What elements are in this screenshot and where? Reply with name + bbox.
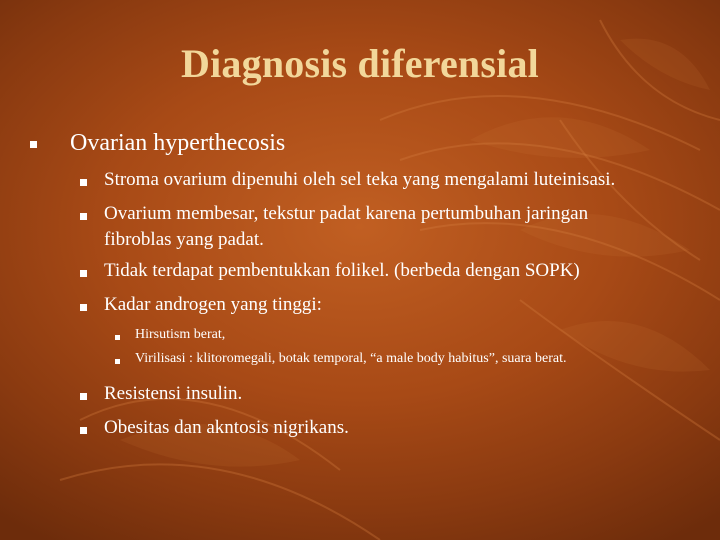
bullet-text-level1: Ovarian hyperthecosis	[70, 130, 286, 156]
bullet-square	[80, 393, 87, 400]
bullet-square	[80, 270, 87, 277]
bullet-text-continuation: fibroblas yang padat.	[104, 229, 264, 250]
bullet-text: Ovarium membesar, tekstur padat karena pertumbuhan jaringan	[104, 203, 589, 224]
bullet-square	[115, 359, 120, 364]
bullet-square	[80, 304, 87, 311]
slide-title: Diagnosis diferensial	[181, 41, 539, 86]
bullet-square	[30, 141, 37, 148]
sub-bullet-text: Virilisasi : klitoromegali, botak temporal, “a male body habitus”, suara berat.	[135, 351, 567, 366]
bullet-square	[115, 335, 120, 340]
bullet-text: Kadar androgen yang tinggi:	[104, 294, 322, 315]
bullet-text: Stroma ovarium dipenuhi oleh sel teka yang mengalami luteinisasi.	[104, 169, 616, 190]
bullet-square	[80, 427, 87, 434]
bullet-square	[80, 213, 87, 220]
bullet-text: Tidak terdapat pembentukkan folikel. (berbeda dengan SOPK)	[104, 260, 580, 281]
bullet-text: Resistensi insulin.	[104, 383, 243, 404]
sub-bullet-text: Hirsutism berat,	[135, 327, 226, 342]
bullet-square	[80, 179, 87, 186]
bullet-text: Obesitas dan akntosis nigrikans.	[104, 417, 349, 438]
